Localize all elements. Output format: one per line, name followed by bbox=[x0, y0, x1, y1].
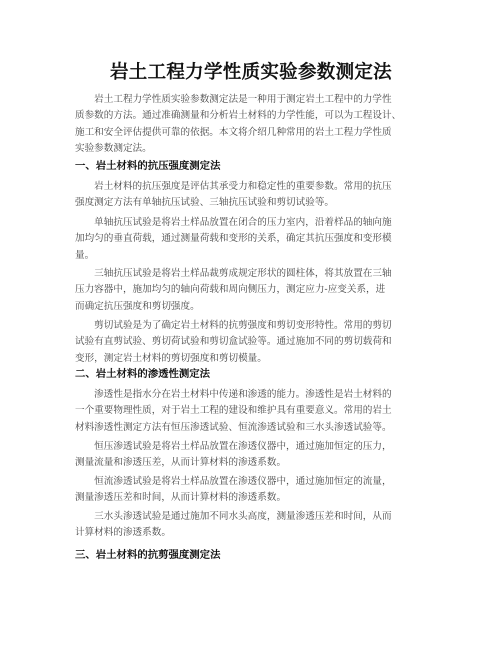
section-2-paragraph-4 bbox=[75, 509, 435, 542]
section-2-paragraph-2 bbox=[75, 439, 435, 472]
text-line: 剪切试验是为了确定岩土材料的抗剪强度和剪切变形特性。常用的剪切 bbox=[75, 320, 392, 331]
text-line: 压力容器中，施加均匀的轴向荷载和周向侧压力，测定应力-应变关系，进 bbox=[75, 284, 386, 296]
text-line: 试验有直剪试验、剪切荷试验和剪切盒试验等。通过施加不同的剪切载荷和 bbox=[75, 336, 392, 348]
section-2-paragraph-1 bbox=[75, 387, 435, 436]
text-line: 材料渗透性测定方法有恒压渗透试验、恒流渗透试验和三水头渗透试验等。 bbox=[75, 421, 392, 433]
document-title: 岩土工程力学性质实验参数测定法 bbox=[109, 62, 392, 83]
text-line: 渗透性是指水分在岩土材料中传递和渗透的能力。渗透性是岩土材料的 bbox=[75, 389, 392, 400]
text-line: 质参数的方法。通过准确测量和分析岩土材料的力学性能，可以为工程设计、 bbox=[75, 110, 402, 122]
section-1-paragraph-3 bbox=[75, 266, 435, 315]
section-heading-1: 一、岩土材料的抗压强度测定法 bbox=[75, 160, 221, 172]
text-line: 强度测定方法有单轴抗压试验、三轴抗压试验和剪切试验等。 bbox=[75, 197, 335, 209]
text-line: 三水头渗透试验是通过施加不同水头高度，测量渗透压差和时间，从而 bbox=[75, 511, 392, 522]
text-line: 一个重要物理性质，对于岩土工程的建设和维护具有重要意义。常用的岩土 bbox=[75, 405, 392, 417]
section-heading-3: 三、岩土材料的抗剪强度测定法 bbox=[75, 549, 221, 561]
text-line: 而确定抗压强度和剪切强度。 bbox=[75, 300, 200, 312]
section-1-paragraph-2 bbox=[75, 215, 435, 264]
text-line: 恒压渗透试验是将岩土样品放置在渗透仪器中，通过施加恒定的压力， bbox=[75, 441, 392, 452]
text-line: 恒流渗透试验是将岩土样品放置在渗透仪器中，通过施加恒定的流量， bbox=[75, 476, 392, 487]
text-line: 加均匀的垂直荷载，通过测量荷载和变形的关系，确定其抗压强度和变形模 bbox=[75, 233, 392, 245]
text-line: 量。 bbox=[75, 249, 95, 261]
text-line: 岩土工程力学性质实验参数测定法是一种用于测定岩土工程中的力学性 bbox=[75, 94, 392, 105]
intro-paragraph bbox=[75, 92, 435, 158]
text-line: 计算材料的渗透系数。 bbox=[75, 527, 171, 539]
text-line: 测量流量和渗透压差，从而计算材料的渗透系数。 bbox=[75, 457, 287, 469]
text-line: 测量渗透压差和时间，从而计算材料的渗透系数。 bbox=[75, 492, 287, 504]
section-2-paragraph-3 bbox=[75, 474, 435, 507]
section-1-paragraph-1 bbox=[75, 179, 435, 212]
section-1-paragraph-4 bbox=[75, 318, 435, 367]
text-line: 实验参数测定法。 bbox=[75, 143, 152, 155]
text-line: 单轴抗压试验是将岩土样品放置在闭合的压力室内，沿着样品的轴向施 bbox=[75, 217, 392, 228]
text-line: 三轴抗压试验是将岩土样品裁剪成规定形状的圆柱体，将其放置在三轴 bbox=[75, 268, 392, 279]
text-line: 施工和安全评估提供可靠的依据。本文将介绍几种常用的岩土工程力学性质 bbox=[75, 126, 392, 138]
text-line: 岩土材料的抗压强度是评估其承受力和稳定性的重要参数。常用的抗压 bbox=[75, 181, 392, 192]
section-heading-2: 二、岩土材料的渗透性测定法 bbox=[75, 368, 211, 380]
text-line: 变形，测定岩土材料的剪切强度和剪切模量。 bbox=[75, 352, 267, 364]
